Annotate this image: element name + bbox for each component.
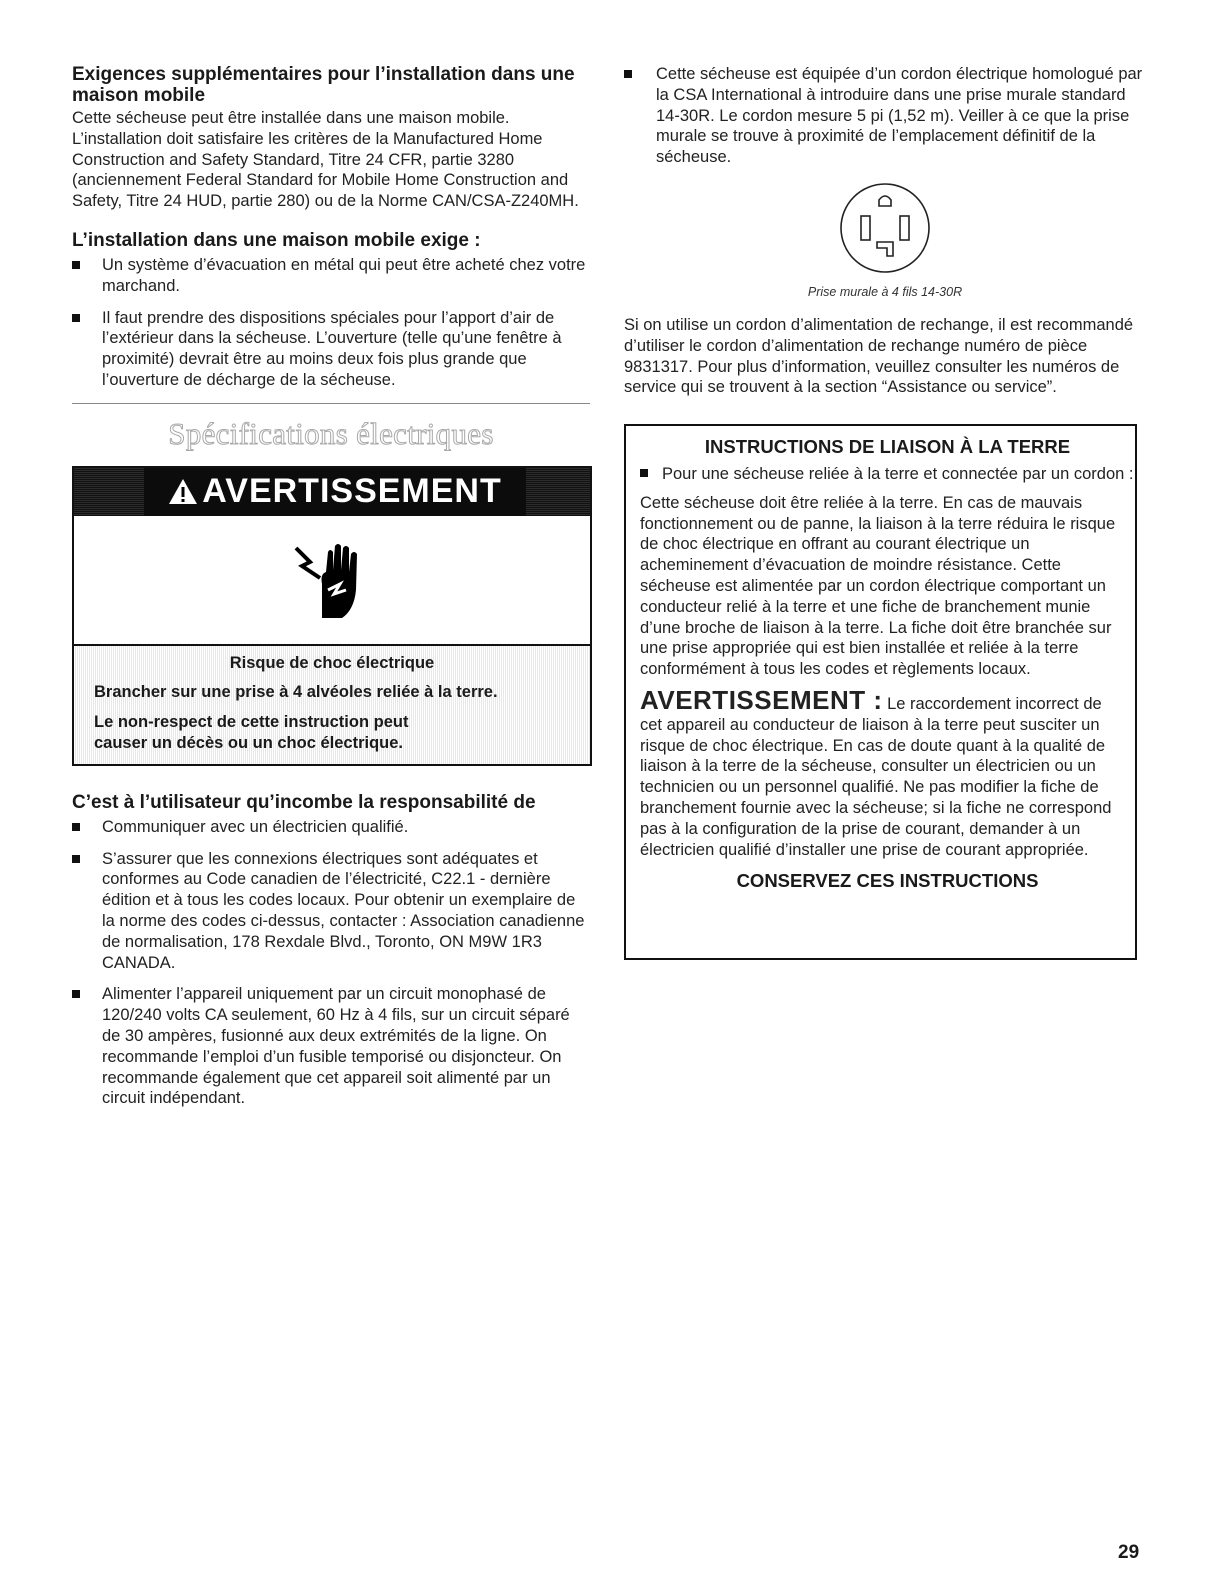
left-column [72, 64, 590, 1120]
outlet-caption: Prise murale à 4 fils 14-30R [807, 284, 963, 299]
grounding-warning-text: Le raccordement incorrect de cet appareil au conducteur de liaison à la terre peut susciter un risque de choc électrique. En cas de doute quant à la qualité de liaison à la terre de la sécheuse, consulter un électricien ou un technicien ou un personnel qualifié. Ne pas modifier la fiche de branchement fournie avec la sécheuse; si la fiche ne correspond pas à la configuration de la prise de courant, demander à un électricien qualifié d’installer une prise de courant appropriée. [640, 694, 1112, 859]
list-item: S’assurer que les connexions électriques sont adéquates et conformes au Code canadien de l’électricité, C22.1 - dernière édition et à tous les codes locaux. Pour obtenir un exemplaire de la norme des codes ci-dessus, contacter : Association canadienne de normalisation, 178 Rexdale Blvd., Toronto, ON M9W 1R3 CANADA. [72, 849, 590, 974]
grounding-list [640, 464, 1135, 485]
mobile-home-text: Cette sécheuse peut être installée dans une maison mobile. L’installation doit satisfaire les critères de la Manufactured Home Construction and Safety Standard, Titre 24 CFR, partie 3280 (anciennement Federal Standard for Mobile Home Construction and Safety, Titre 24 HUD, partie 280) ou de la Norme CAN/CSA-Z240MH. [72, 109, 579, 211]
electric-shock-hand-icon [292, 540, 372, 620]
divider [72, 403, 590, 404]
list-item: Communiquer avec un électricien qualifié. [72, 817, 590, 838]
warning-box [72, 466, 592, 766]
list-item: Un système d’évacuation en métal qui peut être acheté chez votre marchand. [72, 255, 590, 297]
bullet-icon [624, 70, 632, 78]
grounding-warning [640, 684, 1135, 860]
warning-line-2: Le non-respect de cette instruction peut causer un décès ou un choc électrique. [94, 712, 409, 752]
bullet-icon [72, 855, 80, 863]
mobile-home-heading: Exigences supplémentaires pour l’installation dans une maison mobile [72, 64, 575, 106]
bullet-icon [640, 469, 648, 477]
cord-list [624, 64, 1146, 168]
list-item: Alimenter l’appareil uniquement par un circuit monophasé de 120/240 volts CA seulement, 60 Hz à 4 fils, sur un circuit séparé de 30 ampères, fusionné aux deux extrémités de la ligne. On recommande l’emploi d’un fusible temporisé ou disjoncteur. On recommande également que cet appareil soit alimenté par un circuit indépendant. [72, 984, 590, 1109]
responsibility-heading: C’est à l’utilisateur qu’incombe la responsabilité de [72, 791, 536, 813]
warning-body [74, 646, 590, 764]
warning-risk: Risque de choc électrique [229, 653, 435, 672]
list-item: Cette sécheuse est équipée d’un cordon électrique homologué par la CSA International à introduire dans une prise murale standard 14-30R. Le cordon mesure 5 pi (1,52 m). Veiller à ce que la prise murale se trouve à proximité de l’emplacement définitif de la sécheuse. [624, 64, 1146, 168]
warning-line-1: Brancher sur une prise à 4 alvéoles reliée à la terre. [94, 682, 498, 701]
page-number: 29 [1118, 1542, 1140, 1563]
grounding-title: INSTRUCTIONS DE LIAISON À LA TERRE [704, 436, 1071, 457]
warning-header [74, 468, 590, 516]
replacement-cord-text: Si on utilise un cordon d’alimentation de rechange, il est recommandé d’utiliser le cordon d’alimentation de rechange numéro de pièce 9831317. Pour plus d’information, veuillez consulter les numéros de service qui se trouvent à la section “Assistance ou service”. [624, 315, 1134, 397]
bullet-icon [72, 990, 80, 998]
warning-icon-area [74, 516, 590, 646]
grounding-text: Cette sécheuse doit être reliée à la terre. En cas de mauvais fonctionnement ou de panne, la liaison à la terre réduira le risque de choc électrique en offrant au courant électrique un acheminement d’évacuation de moindre résistance. Cette sécheuse est alimentée par un cordon électrique comportant un conducteur relié à la terre et une fiche de branchement munie d’une broche de liaison à la terre. La fiche doit être branchée sur une prise appropriée qui est bien installée et reliée à la terre conformément à tous les codes et règlements locaux. [640, 493, 1116, 679]
warning-triangle-icon [168, 478, 198, 505]
wall-outlet-icon [837, 180, 933, 276]
right-column [624, 64, 1146, 398]
mobile-requires-list [72, 255, 590, 391]
warning-header-text: AVERTISSEMENT [202, 472, 502, 511]
list-item: Il faut prendre des dispositions spéciales pour l’apport d’air de l’extérieur dans la sécheuse. L’ouverture (telle qu’une fenêtre à proximité) devrait être au moins deux fois plus grande que l’ouverture de décharge de la sécheuse. [72, 308, 590, 391]
bullet-icon [72, 314, 80, 322]
grounding-instructions-box [624, 424, 1137, 960]
outlet-figure [624, 180, 1146, 281]
responsibility-list [72, 817, 590, 1109]
bullet-icon [72, 261, 80, 269]
list-item: Pour une sécheuse reliée à la terre et connectée par un cordon : [640, 464, 1135, 485]
keep-instructions: CONSERVEZ CES INSTRUCTIONS [736, 870, 1039, 892]
grounding-warning-label: AVERTISSEMENT : [640, 684, 883, 715]
mobile-requires-heading: L’installation dans une maison mobile exige : [72, 229, 481, 251]
section-title: Spécifications électriques [168, 415, 494, 451]
bullet-icon [72, 823, 80, 831]
